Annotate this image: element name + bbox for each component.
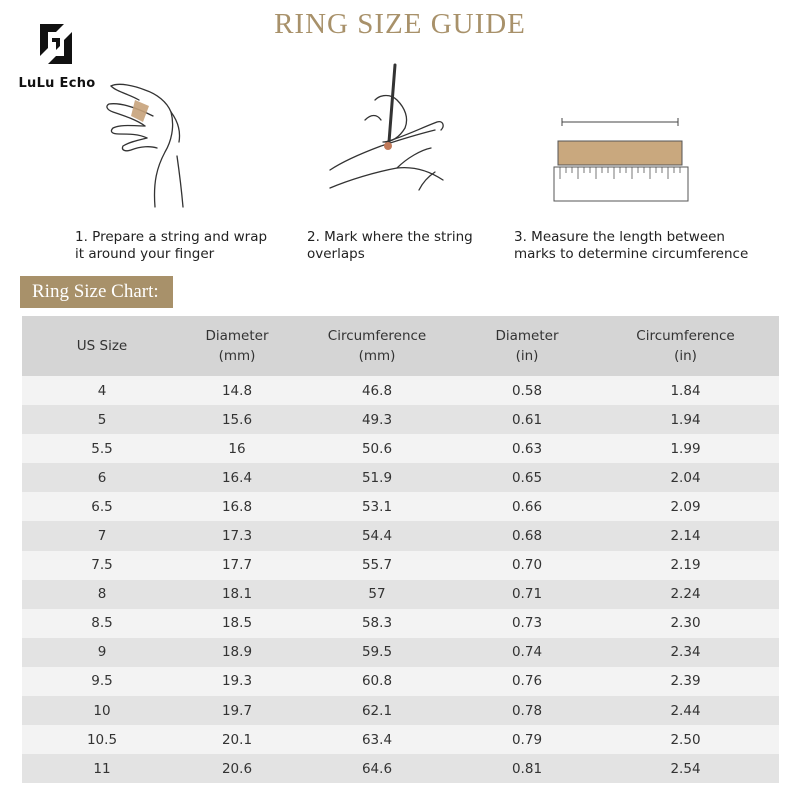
hand-wrap-illustration-icon [95, 72, 205, 212]
header-diameter-mm: Diameter (mm) [182, 316, 292, 376]
table-cell: 15.6 [182, 405, 292, 434]
table-cell: 7.5 [22, 551, 182, 580]
step-1-line1: 1. Prepare a string and wrap [75, 229, 268, 245]
table-cell: 0.58 [462, 376, 592, 405]
table-cell: 2.44 [592, 696, 779, 725]
table-cell: 50.6 [292, 434, 462, 463]
table-cell: 18.1 [182, 580, 292, 609]
table-cell: 2.24 [592, 580, 779, 609]
table-cell: 9.5 [22, 667, 182, 696]
table-row [22, 580, 779, 609]
table-cell: 19.7 [182, 696, 292, 725]
step-2-line1: 2. Mark where the string [307, 229, 473, 245]
table-row [22, 754, 779, 783]
table-row [22, 434, 779, 463]
table-cell: 2.14 [592, 521, 779, 550]
table-cell: 0.81 [462, 754, 592, 783]
table-cell: 62.1 [292, 696, 462, 725]
table-cell: 18.9 [182, 638, 292, 667]
table-cell: 51.9 [292, 463, 462, 492]
step-2-text [307, 229, 473, 263]
table-cell: 57 [292, 580, 462, 609]
table-row [22, 725, 779, 754]
table-cell: 16 [182, 434, 292, 463]
table-cell: 59.5 [292, 638, 462, 667]
table-cell: 16.4 [182, 463, 292, 492]
table-row [22, 405, 779, 434]
table-cell: 8.5 [22, 609, 182, 638]
page-title: RING SIZE GUIDE [274, 8, 526, 40]
table-cell: 6.5 [22, 492, 182, 521]
ring-size-table [22, 316, 779, 783]
step-2-line2: overlaps [307, 246, 365, 262]
table-header-row [22, 316, 779, 376]
table-cell: 2.19 [592, 551, 779, 580]
table-cell: 0.74 [462, 638, 592, 667]
table-cell: 54.4 [292, 521, 462, 550]
table-row [22, 551, 779, 580]
table-row [22, 492, 779, 521]
table-cell: 19.3 [182, 667, 292, 696]
table-cell: 2.30 [592, 609, 779, 638]
table-cell: 10.5 [22, 725, 182, 754]
table-cell: 55.7 [292, 551, 462, 580]
table-cell: 5 [22, 405, 182, 434]
table-cell: 0.66 [462, 492, 592, 521]
table-cell: 63.4 [292, 725, 462, 754]
table-cell: 0.73 [462, 609, 592, 638]
table-cell: 2.09 [592, 492, 779, 521]
table-row [22, 521, 779, 550]
table-cell: 14.8 [182, 376, 292, 405]
table-row [22, 463, 779, 492]
header-us-size: US Size [22, 316, 182, 376]
table-cell: 64.6 [292, 754, 462, 783]
table-cell: 1.94 [592, 405, 779, 434]
header-circumference-in: Circumference (in) [592, 316, 779, 376]
table-cell: 53.1 [292, 492, 462, 521]
table-cell: 17.3 [182, 521, 292, 550]
table-cell: 0.63 [462, 434, 592, 463]
mark-string-illustration-icon [325, 60, 455, 210]
table-row [22, 638, 779, 667]
table-cell: 2.39 [592, 667, 779, 696]
table-cell: 5.5 [22, 434, 182, 463]
header-diameter-in: Diameter (in) [462, 316, 592, 376]
step-1-text [75, 229, 267, 263]
table-cell: 0.79 [462, 725, 592, 754]
ruler-measure-illustration-icon [550, 115, 690, 205]
table-cell: 8 [22, 580, 182, 609]
table-cell: 20.6 [182, 754, 292, 783]
table-cell: 18.5 [182, 609, 292, 638]
table-cell: 49.3 [292, 405, 462, 434]
table-cell: 0.70 [462, 551, 592, 580]
table-cell: 9 [22, 638, 182, 667]
table-cell: 0.71 [462, 580, 592, 609]
table-cell: 46.8 [292, 376, 462, 405]
table-cell: 1.99 [592, 434, 779, 463]
table-row [22, 376, 779, 405]
table-cell: 1.84 [592, 376, 779, 405]
table-cell: 17.7 [182, 551, 292, 580]
table-cell: 10 [22, 696, 182, 725]
table-cell: 0.65 [462, 463, 592, 492]
step-3-line1: 3. Measure the length between [514, 229, 725, 245]
table-cell: 58.3 [292, 609, 462, 638]
step-3-text [514, 229, 748, 263]
table-row [22, 667, 779, 696]
table-cell: 20.1 [182, 725, 292, 754]
table-cell: 60.8 [292, 667, 462, 696]
table-cell: 0.61 [462, 405, 592, 434]
table-cell: 2.50 [592, 725, 779, 754]
step-1-line2: it around your finger [75, 246, 215, 262]
table-cell: 0.68 [462, 521, 592, 550]
table-row [22, 609, 779, 638]
table-cell: 7 [22, 521, 182, 550]
header-circumference-mm: Circumference (mm) [292, 316, 462, 376]
table-cell: 2.54 [592, 754, 779, 783]
table-cell: 0.76 [462, 667, 592, 696]
table-cell: 4 [22, 376, 182, 405]
table-cell: 2.34 [592, 638, 779, 667]
table-cell: 11 [22, 754, 182, 783]
ring-size-chart-label: Ring Size Chart: [20, 276, 173, 308]
table-cell: 2.04 [592, 463, 779, 492]
table-row [22, 696, 779, 725]
table-cell: 6 [22, 463, 182, 492]
brand-name: LuLu Echo [18, 76, 96, 91]
step-3-line2: marks to determine circumference [514, 246, 749, 262]
table-cell: 0.78 [462, 696, 592, 725]
table-cell: 16.8 [182, 492, 292, 521]
